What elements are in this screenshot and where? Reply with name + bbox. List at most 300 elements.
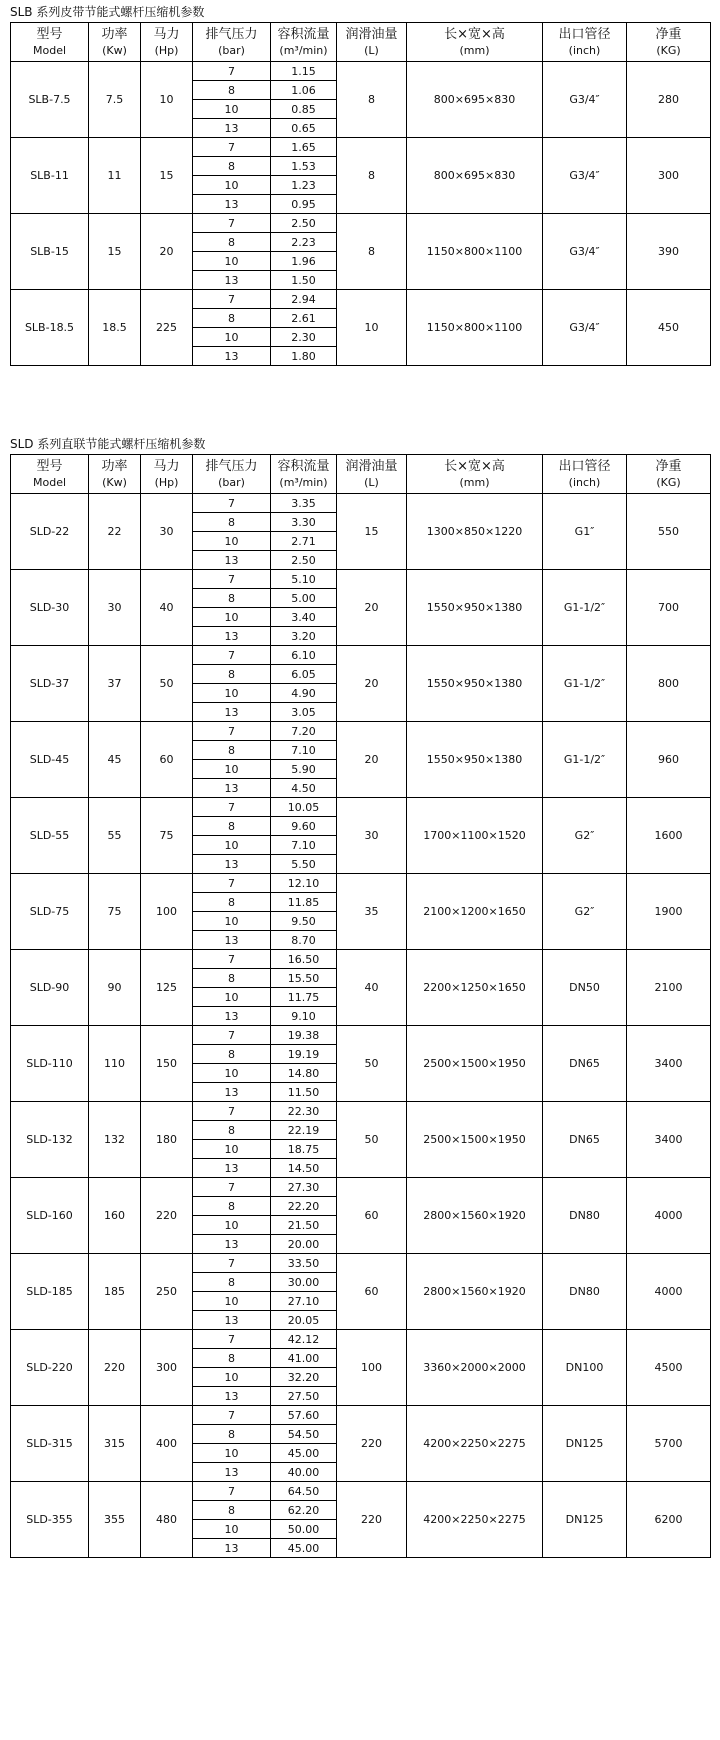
header-label-en: (m³/min) bbox=[279, 44, 328, 57]
outlet-cell: G3/4″ bbox=[543, 214, 627, 290]
flow-cell: 57.60 bbox=[271, 1406, 337, 1425]
pressure-cell: 8 bbox=[193, 1045, 271, 1064]
oil-volume-cell: 35 bbox=[337, 874, 407, 950]
oil-volume-cell: 50 bbox=[337, 1102, 407, 1178]
flow-cell: 7.10 bbox=[271, 741, 337, 760]
pressure-cell: 7 bbox=[193, 1178, 271, 1197]
flow-cell: 40.00 bbox=[271, 1463, 337, 1482]
header-label-en: (Kw) bbox=[102, 476, 127, 489]
header-label-cn: 润滑油量 bbox=[345, 459, 398, 474]
pressure-cell: 10 bbox=[193, 532, 271, 551]
oil-volume-cell: 20 bbox=[337, 646, 407, 722]
table-row bbox=[11, 798, 711, 817]
table-row bbox=[11, 494, 711, 513]
flow-cell: 10.05 bbox=[271, 798, 337, 817]
horsepower-cell: 150 bbox=[141, 1026, 193, 1102]
flow-cell: 1.15 bbox=[271, 62, 337, 81]
horsepower-cell: 300 bbox=[141, 1330, 193, 1406]
flow-cell: 27.10 bbox=[271, 1292, 337, 1311]
pressure-cell: 10 bbox=[193, 1520, 271, 1539]
pressure-cell: 10 bbox=[193, 608, 271, 627]
pressure-cell: 7 bbox=[193, 1406, 271, 1425]
pressure-cell: 13 bbox=[193, 119, 271, 138]
flow-cell: 1.80 bbox=[271, 347, 337, 366]
power-cell: 18.5 bbox=[89, 290, 141, 366]
flow-cell: 15.50 bbox=[271, 969, 337, 988]
horsepower-cell: 100 bbox=[141, 874, 193, 950]
outlet-cell: G3/4″ bbox=[543, 138, 627, 214]
flow-cell: 6.10 bbox=[271, 646, 337, 665]
pressure-cell: 13 bbox=[193, 347, 271, 366]
header-label-cn: 容积流量 bbox=[277, 27, 330, 42]
flow-cell: 64.50 bbox=[271, 1482, 337, 1501]
header-label-cn: 净重 bbox=[655, 459, 682, 474]
weight-cell: 2100 bbox=[627, 950, 711, 1026]
horsepower-cell: 10 bbox=[141, 62, 193, 138]
pressure-cell: 10 bbox=[193, 912, 271, 931]
table-row bbox=[11, 290, 711, 309]
power-cell: 45 bbox=[89, 722, 141, 798]
flow-cell: 22.19 bbox=[271, 1121, 337, 1140]
dimensions-cell: 2100×1200×1650 bbox=[407, 874, 543, 950]
flow-cell: 3.20 bbox=[271, 627, 337, 646]
power-cell: 11 bbox=[89, 138, 141, 214]
flow-cell: 5.90 bbox=[271, 760, 337, 779]
header-cell bbox=[193, 23, 271, 62]
outlet-cell: G1-1/2″ bbox=[543, 722, 627, 798]
header-label-en: (L) bbox=[364, 44, 379, 57]
header-cell bbox=[407, 23, 543, 62]
header-cell bbox=[407, 455, 543, 494]
weight-cell: 450 bbox=[627, 290, 711, 366]
power-cell: 132 bbox=[89, 1102, 141, 1178]
outlet-cell: DN100 bbox=[543, 1330, 627, 1406]
pressure-cell: 7 bbox=[193, 214, 271, 233]
header-row bbox=[11, 455, 711, 494]
header-cell bbox=[89, 455, 141, 494]
outlet-cell: DN80 bbox=[543, 1254, 627, 1330]
flow-cell: 21.50 bbox=[271, 1216, 337, 1235]
pressure-cell: 10 bbox=[193, 1444, 271, 1463]
header-label-cn: 容积流量 bbox=[277, 459, 330, 474]
horsepower-cell: 30 bbox=[141, 494, 193, 570]
dimensions-cell: 1150×800×1100 bbox=[407, 214, 543, 290]
weight-cell: 300 bbox=[627, 138, 711, 214]
horsepower-cell: 180 bbox=[141, 1102, 193, 1178]
header-cell bbox=[337, 23, 407, 62]
horsepower-cell: 20 bbox=[141, 214, 193, 290]
header-label-cn: 出口管径 bbox=[558, 459, 611, 474]
pressure-cell: 8 bbox=[193, 1197, 271, 1216]
header-cell bbox=[89, 23, 141, 62]
flow-cell: 1.65 bbox=[271, 138, 337, 157]
model-cell: SLD-132 bbox=[11, 1102, 89, 1178]
pressure-cell: 7 bbox=[193, 950, 271, 969]
model-cell: SLD-315 bbox=[11, 1406, 89, 1482]
header-label-en: (Hp) bbox=[154, 476, 179, 489]
dimensions-cell: 2500×1500×1950 bbox=[407, 1026, 543, 1102]
power-cell: 90 bbox=[89, 950, 141, 1026]
flow-cell: 42.12 bbox=[271, 1330, 337, 1349]
model-cell: SLD-110 bbox=[11, 1026, 89, 1102]
table-row bbox=[11, 1330, 711, 1349]
weight-cell: 6200 bbox=[627, 1482, 711, 1558]
pressure-cell: 10 bbox=[193, 988, 271, 1007]
header-label-en: (m³/min) bbox=[279, 476, 328, 489]
pressure-cell: 7 bbox=[193, 1102, 271, 1121]
pressure-cell: 8 bbox=[193, 1273, 271, 1292]
dimensions-cell: 1700×1100×1520 bbox=[407, 798, 543, 874]
flow-cell: 32.20 bbox=[271, 1368, 337, 1387]
flow-cell: 2.23 bbox=[271, 233, 337, 252]
weight-cell: 700 bbox=[627, 570, 711, 646]
power-cell: 55 bbox=[89, 798, 141, 874]
pressure-cell: 7 bbox=[193, 138, 271, 157]
flow-cell: 2.50 bbox=[271, 214, 337, 233]
dimensions-cell: 1150×800×1100 bbox=[407, 290, 543, 366]
oil-volume-cell: 8 bbox=[337, 138, 407, 214]
flow-cell: 3.40 bbox=[271, 608, 337, 627]
header-label-cn: 型号 bbox=[36, 459, 63, 474]
horsepower-cell: 60 bbox=[141, 722, 193, 798]
flow-cell: 12.10 bbox=[271, 874, 337, 893]
oil-volume-cell: 8 bbox=[337, 214, 407, 290]
flow-cell: 9.60 bbox=[271, 817, 337, 836]
oil-volume-cell: 8 bbox=[337, 62, 407, 138]
flow-cell: 5.50 bbox=[271, 855, 337, 874]
pressure-cell: 8 bbox=[193, 1425, 271, 1444]
power-cell: 110 bbox=[89, 1026, 141, 1102]
header-label-cn: 功率 bbox=[101, 459, 128, 474]
header-label-en: (inch) bbox=[568, 476, 601, 489]
flow-cell: 1.23 bbox=[271, 176, 337, 195]
pressure-cell: 8 bbox=[193, 1501, 271, 1520]
pressure-cell: 13 bbox=[193, 1007, 271, 1026]
power-cell: 22 bbox=[89, 494, 141, 570]
flow-cell: 11.85 bbox=[271, 893, 337, 912]
power-cell: 15 bbox=[89, 214, 141, 290]
pressure-cell: 8 bbox=[193, 665, 271, 684]
dimensions-cell: 2200×1250×1650 bbox=[407, 950, 543, 1026]
weight-cell: 3400 bbox=[627, 1102, 711, 1178]
flow-cell: 2.50 bbox=[271, 551, 337, 570]
pressure-cell: 7 bbox=[193, 722, 271, 741]
power-cell: 315 bbox=[89, 1406, 141, 1482]
model-cell: SLD-30 bbox=[11, 570, 89, 646]
flow-cell: 33.50 bbox=[271, 1254, 337, 1273]
flow-cell: 1.06 bbox=[271, 81, 337, 100]
horsepower-cell: 75 bbox=[141, 798, 193, 874]
oil-volume-cell: 60 bbox=[337, 1178, 407, 1254]
weight-cell: 4000 bbox=[627, 1178, 711, 1254]
weight-cell: 1900 bbox=[627, 874, 711, 950]
table-row bbox=[11, 874, 711, 893]
pressure-cell: 10 bbox=[193, 328, 271, 347]
header-cell bbox=[141, 455, 193, 494]
oil-volume-cell: 220 bbox=[337, 1406, 407, 1482]
table-row bbox=[11, 570, 711, 589]
header-label-cn: 长×宽×高 bbox=[444, 27, 505, 42]
dimensions-cell: 3360×2000×2000 bbox=[407, 1330, 543, 1406]
flow-cell: 0.95 bbox=[271, 195, 337, 214]
pressure-cell: 7 bbox=[193, 290, 271, 309]
flow-cell: 7.20 bbox=[271, 722, 337, 741]
dimensions-cell: 1550×950×1380 bbox=[407, 722, 543, 798]
header-cell bbox=[627, 455, 711, 494]
header-cell bbox=[271, 455, 337, 494]
table-row bbox=[11, 1482, 711, 1501]
header-label-cn: 出口管径 bbox=[558, 27, 611, 42]
weight-cell: 800 bbox=[627, 646, 711, 722]
header-cell bbox=[11, 455, 89, 494]
pressure-cell: 7 bbox=[193, 1026, 271, 1045]
header-label-en: (Hp) bbox=[154, 44, 179, 57]
dimensions-cell: 4200×2250×2275 bbox=[407, 1406, 543, 1482]
outlet-cell: G2″ bbox=[543, 874, 627, 950]
header-label-en: (bar) bbox=[218, 476, 245, 489]
flow-cell: 3.05 bbox=[271, 703, 337, 722]
flow-cell: 9.10 bbox=[271, 1007, 337, 1026]
pressure-cell: 8 bbox=[193, 969, 271, 988]
pressure-cell: 8 bbox=[193, 1349, 271, 1368]
table-row bbox=[11, 214, 711, 233]
outlet-cell: G3/4″ bbox=[543, 290, 627, 366]
outlet-cell: DN125 bbox=[543, 1406, 627, 1482]
pressure-cell: 8 bbox=[193, 741, 271, 760]
flow-cell: 9.50 bbox=[271, 912, 337, 931]
header-label-cn: 净重 bbox=[655, 27, 682, 42]
outlet-cell: DN65 bbox=[543, 1102, 627, 1178]
header-label-en: (KG) bbox=[656, 476, 681, 489]
horsepower-cell: 250 bbox=[141, 1254, 193, 1330]
table-row bbox=[11, 62, 711, 81]
flow-cell: 6.05 bbox=[271, 665, 337, 684]
oil-volume-cell: 60 bbox=[337, 1254, 407, 1330]
dimensions-cell: 800×695×830 bbox=[407, 138, 543, 214]
pressure-cell: 13 bbox=[193, 1539, 271, 1558]
flow-cell: 54.50 bbox=[271, 1425, 337, 1444]
dimensions-cell: 2800×1560×1920 bbox=[407, 1178, 543, 1254]
dimensions-cell: 1300×850×1220 bbox=[407, 494, 543, 570]
flow-cell: 45.00 bbox=[271, 1444, 337, 1463]
model-cell: SLB-7.5 bbox=[11, 62, 89, 138]
sld-table-caption: SLD 系列直联节能式螺杆压缩机参数 bbox=[10, 437, 206, 451]
pressure-cell: 13 bbox=[193, 931, 271, 950]
model-cell: SLB-11 bbox=[11, 138, 89, 214]
power-cell: 220 bbox=[89, 1330, 141, 1406]
pressure-cell: 8 bbox=[193, 157, 271, 176]
dimensions-cell: 2500×1500×1950 bbox=[407, 1102, 543, 1178]
pressure-cell: 13 bbox=[193, 855, 271, 874]
pressure-cell: 8 bbox=[193, 817, 271, 836]
weight-cell: 960 bbox=[627, 722, 711, 798]
header-cell bbox=[141, 23, 193, 62]
model-cell: SLD-185 bbox=[11, 1254, 89, 1330]
pressure-cell: 10 bbox=[193, 760, 271, 779]
oil-volume-cell: 100 bbox=[337, 1330, 407, 1406]
oil-volume-cell: 15 bbox=[337, 494, 407, 570]
flow-cell: 11.50 bbox=[271, 1083, 337, 1102]
weight-cell: 4000 bbox=[627, 1254, 711, 1330]
pressure-cell: 10 bbox=[193, 1368, 271, 1387]
flow-cell: 20.05 bbox=[271, 1311, 337, 1330]
pressure-cell: 8 bbox=[193, 81, 271, 100]
weight-cell: 550 bbox=[627, 494, 711, 570]
flow-cell: 2.71 bbox=[271, 532, 337, 551]
pressure-cell: 8 bbox=[193, 589, 271, 608]
header-cell bbox=[11, 23, 89, 62]
flow-cell: 50.00 bbox=[271, 1520, 337, 1539]
pressure-cell: 13 bbox=[193, 271, 271, 290]
pressure-cell: 7 bbox=[193, 62, 271, 81]
outlet-cell: G1″ bbox=[543, 494, 627, 570]
weight-cell: 390 bbox=[627, 214, 711, 290]
oil-volume-cell: 20 bbox=[337, 570, 407, 646]
weight-cell: 3400 bbox=[627, 1026, 711, 1102]
power-cell: 355 bbox=[89, 1482, 141, 1558]
flow-cell: 1.50 bbox=[271, 271, 337, 290]
header-cell bbox=[193, 455, 271, 494]
horsepower-cell: 15 bbox=[141, 138, 193, 214]
pressure-cell: 13 bbox=[193, 195, 271, 214]
pressure-cell: 10 bbox=[193, 1216, 271, 1235]
pressure-cell: 13 bbox=[193, 551, 271, 570]
flow-cell: 16.50 bbox=[271, 950, 337, 969]
model-cell: SLB-15 bbox=[11, 214, 89, 290]
flow-cell: 2.30 bbox=[271, 328, 337, 347]
pressure-cell: 10 bbox=[193, 836, 271, 855]
pressure-cell: 13 bbox=[193, 1083, 271, 1102]
weight-cell: 5700 bbox=[627, 1406, 711, 1482]
dimensions-cell: 1550×950×1380 bbox=[407, 646, 543, 722]
horsepower-cell: 50 bbox=[141, 646, 193, 722]
oil-volume-cell: 220 bbox=[337, 1482, 407, 1558]
power-cell: 160 bbox=[89, 1178, 141, 1254]
horsepower-cell: 225 bbox=[141, 290, 193, 366]
horsepower-cell: 40 bbox=[141, 570, 193, 646]
pressure-cell: 10 bbox=[193, 1064, 271, 1083]
table-row bbox=[11, 1102, 711, 1121]
flow-cell: 45.00 bbox=[271, 1539, 337, 1558]
flow-cell: 5.10 bbox=[271, 570, 337, 589]
horsepower-cell: 220 bbox=[141, 1178, 193, 1254]
header-label-en: Model bbox=[32, 44, 67, 57]
flow-cell: 20.00 bbox=[271, 1235, 337, 1254]
flow-cell: 4.50 bbox=[271, 779, 337, 798]
pressure-cell: 7 bbox=[193, 1330, 271, 1349]
pressure-cell: 13 bbox=[193, 1387, 271, 1406]
dimensions-cell: 1550×950×1380 bbox=[407, 570, 543, 646]
outlet-cell: G3/4″ bbox=[543, 62, 627, 138]
header-label-en: (mm) bbox=[459, 44, 490, 57]
pressure-cell: 7 bbox=[193, 1482, 271, 1501]
pressure-cell: 13 bbox=[193, 1235, 271, 1254]
outlet-cell: G1-1/2″ bbox=[543, 646, 627, 722]
header-label-cn: 排气压力 bbox=[205, 459, 258, 474]
model-cell: SLB-18.5 bbox=[11, 290, 89, 366]
pressure-cell: 8 bbox=[193, 513, 271, 532]
header-label-en: (mm) bbox=[459, 476, 490, 489]
flow-cell: 3.35 bbox=[271, 494, 337, 513]
model-cell: SLD-55 bbox=[11, 798, 89, 874]
flow-cell: 11.75 bbox=[271, 988, 337, 1007]
header-label-cn: 马力 bbox=[153, 27, 180, 42]
outlet-cell: G1-1/2″ bbox=[543, 570, 627, 646]
outlet-cell: DN80 bbox=[543, 1178, 627, 1254]
flow-cell: 2.61 bbox=[271, 309, 337, 328]
oil-volume-cell: 30 bbox=[337, 798, 407, 874]
model-cell: SLD-37 bbox=[11, 646, 89, 722]
pressure-cell: 10 bbox=[193, 176, 271, 195]
pressure-cell: 7 bbox=[193, 570, 271, 589]
flow-cell: 27.50 bbox=[271, 1387, 337, 1406]
flow-cell: 5.00 bbox=[271, 589, 337, 608]
pressure-cell: 10 bbox=[193, 1140, 271, 1159]
flow-cell: 4.90 bbox=[271, 684, 337, 703]
weight-cell: 1600 bbox=[627, 798, 711, 874]
dimensions-cell: 4200×2250×2275 bbox=[407, 1482, 543, 1558]
pressure-cell: 13 bbox=[193, 1159, 271, 1178]
power-cell: 30 bbox=[89, 570, 141, 646]
power-cell: 7.5 bbox=[89, 62, 141, 138]
horsepower-cell: 125 bbox=[141, 950, 193, 1026]
pressure-cell: 8 bbox=[193, 893, 271, 912]
table-row bbox=[11, 1178, 711, 1197]
flow-cell: 3.30 bbox=[271, 513, 337, 532]
header-label-en: (KG) bbox=[656, 44, 681, 57]
header-cell bbox=[627, 23, 711, 62]
horsepower-cell: 480 bbox=[141, 1482, 193, 1558]
model-cell: SLD-160 bbox=[11, 1178, 89, 1254]
header-label-en: (Kw) bbox=[102, 44, 127, 57]
header-cell bbox=[337, 455, 407, 494]
pressure-cell: 10 bbox=[193, 1292, 271, 1311]
power-cell: 185 bbox=[89, 1254, 141, 1330]
flow-cell: 19.38 bbox=[271, 1026, 337, 1045]
header-label-cn: 排气压力 bbox=[205, 27, 258, 42]
oil-volume-cell: 40 bbox=[337, 950, 407, 1026]
flow-cell: 19.19 bbox=[271, 1045, 337, 1064]
model-cell: SLD-220 bbox=[11, 1330, 89, 1406]
slb-section bbox=[10, 4, 710, 366]
flow-cell: 0.65 bbox=[271, 119, 337, 138]
model-cell: SLD-45 bbox=[11, 722, 89, 798]
pressure-cell: 13 bbox=[193, 779, 271, 798]
header-row bbox=[11, 23, 711, 62]
header-label-en: (L) bbox=[364, 476, 379, 489]
dimensions-cell: 2800×1560×1920 bbox=[407, 1254, 543, 1330]
table-row bbox=[11, 722, 711, 741]
header-label-cn: 型号 bbox=[36, 27, 63, 42]
oil-volume-cell: 20 bbox=[337, 722, 407, 798]
table-row bbox=[11, 138, 711, 157]
pressure-cell: 7 bbox=[193, 494, 271, 513]
flow-cell: 30.00 bbox=[271, 1273, 337, 1292]
pressure-cell: 7 bbox=[193, 646, 271, 665]
outlet-cell: DN65 bbox=[543, 1026, 627, 1102]
dimensions-cell: 800×695×830 bbox=[407, 62, 543, 138]
flow-cell: 22.20 bbox=[271, 1197, 337, 1216]
oil-volume-cell: 50 bbox=[337, 1026, 407, 1102]
pressure-cell: 13 bbox=[193, 703, 271, 722]
pressure-cell: 10 bbox=[193, 252, 271, 271]
flow-cell: 1.53 bbox=[271, 157, 337, 176]
pressure-cell: 13 bbox=[193, 1311, 271, 1330]
header-label-en: (bar) bbox=[218, 44, 245, 57]
power-cell: 75 bbox=[89, 874, 141, 950]
power-cell: 37 bbox=[89, 646, 141, 722]
flow-cell: 41.00 bbox=[271, 1349, 337, 1368]
